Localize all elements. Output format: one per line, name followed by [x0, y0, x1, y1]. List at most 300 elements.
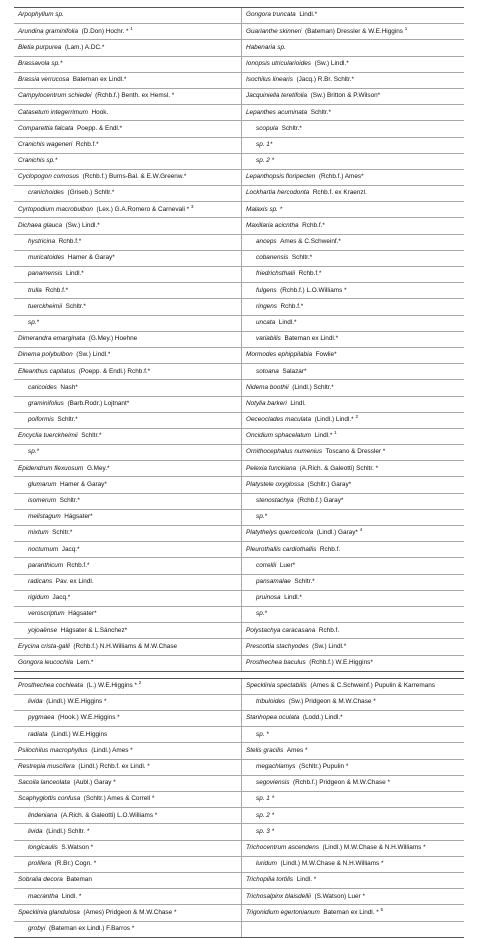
author-citation: (Lodd.) Lindl.* — [302, 714, 343, 722]
author-citation: (Griseb.) Schltr.* — [67, 189, 115, 197]
taxon-name: hystricina — [28, 238, 55, 246]
species-cell-left — [14, 574, 242, 590]
footnote-mark: 2 — [138, 680, 142, 686]
author-citation: (Sw.) Britton & P.Wilson* — [310, 92, 381, 100]
species-cell-right — [242, 461, 465, 477]
species-cell-right — [242, 574, 465, 590]
species-cell-left — [14, 283, 242, 299]
species-cell-left — [14, 299, 242, 315]
author-citation: Rchb.f.* — [45, 286, 69, 294]
author-citation: Rchb.f.* — [302, 221, 325, 229]
taxon-name: scopula — [256, 124, 279, 132]
species-cell-right — [242, 72, 465, 88]
taxon-name: trulla — [28, 286, 42, 294]
species-cell-left — [14, 743, 242, 759]
species-cell-right — [242, 727, 465, 743]
taxon-name: segoviensis — [256, 779, 290, 787]
table-row — [14, 72, 464, 88]
table-row — [14, 759, 464, 775]
taxon-name: Bletia purpurea — [18, 43, 62, 51]
author-citation: Lindl.* — [66, 270, 84, 278]
author-citation: (Rchb.f.) L.O.Williams * — [280, 286, 347, 294]
author-citation: (Sw.) Lindl.* — [314, 59, 349, 67]
table-row — [14, 218, 464, 234]
author-citation: Rchb.f.* — [66, 561, 90, 569]
footnote-mark: 4 — [359, 527, 363, 533]
author-citation: Hamer & Garay* — [59, 480, 107, 488]
taxon-name: Psilochilus macrophyllus — [18, 746, 88, 754]
taxon-name: cobanensis — [256, 254, 289, 262]
author-citation: Lindl. * — [296, 876, 317, 884]
author-citation: Bateman ex Lindl.* — [284, 335, 339, 343]
taxon-name: pygmaea — [28, 714, 55, 722]
taxon-name: Catasetum integerrimum — [18, 108, 88, 116]
author-citation: Bateman ex Lindl.* — [72, 76, 127, 84]
author-citation: (Sw.) Pridgeon & M.W.Chase * — [288, 698, 376, 706]
species-cell-left — [14, 250, 242, 266]
footnote-mark: 5 — [380, 906, 384, 912]
species-cell-left — [14, 267, 242, 283]
taxon-name: melistagum — [28, 513, 61, 521]
taxon-name: nocturnum — [28, 545, 59, 553]
taxon-name: Pelexia funckiana — [246, 464, 297, 472]
taxon-name: Elleanthus capitatus — [18, 367, 76, 375]
species-cell-right — [242, 24, 465, 40]
table-row — [14, 364, 464, 380]
author-citation: (Hook.) W.E.Higgins * — [57, 714, 120, 722]
taxon-name: Stelis gracilis — [246, 746, 284, 754]
taxon-name: sp. 2 * — [256, 157, 275, 165]
author-citation: (Sw.) Lindl.* — [65, 221, 100, 229]
species-cell-right — [242, 558, 465, 574]
species-cell-right — [242, 623, 465, 639]
author-citation: Fowlie* — [315, 351, 337, 359]
species-cell-left — [14, 24, 242, 40]
species-cell-left — [14, 88, 242, 104]
author-citation: (Rchb.f.) Benth. ex Hemsl. * — [95, 92, 175, 100]
author-citation: Hágsater* — [64, 513, 93, 521]
taxon-name: Cranichis wageneri — [18, 140, 73, 148]
footnote-mark: 1 — [334, 430, 337, 436]
species-cell-right — [242, 921, 465, 937]
taxon-name: Trichopilia tortilis — [246, 876, 294, 884]
table-row — [14, 655, 464, 671]
species-cell-left — [14, 72, 242, 88]
author-citation: (Lindl.) Schltr.* — [292, 383, 334, 391]
taxon-name: Trichocentrum ascendens — [246, 843, 320, 851]
author-citation: (G.Mey.) Hoehne — [88, 335, 138, 343]
taxon-name: stenostachya — [256, 497, 294, 505]
table-row — [14, 905, 464, 921]
taxon-name: Jacquiniella teretifolia — [246, 92, 308, 100]
author-citation: Jacq.* — [52, 594, 71, 602]
species-cell-left — [14, 889, 242, 905]
taxon-name: Specklinia glandulosa — [18, 908, 80, 916]
species-cell-left — [14, 526, 242, 542]
species-cell-right — [242, 364, 465, 380]
species-cell-left — [14, 169, 242, 185]
species-cell-right — [242, 678, 465, 694]
author-citation: (Ames) Pridgeon & M.W.Chase * — [83, 908, 177, 916]
species-cell-left — [14, 775, 242, 791]
author-citation: (Lam.) A.DC.* — [64, 43, 105, 51]
table-row — [14, 202, 464, 218]
author-citation: (Lex.) G.A.Romero & Carnevali * — [96, 205, 190, 213]
species-cell-left — [14, 590, 242, 606]
table-row — [14, 428, 464, 444]
author-citation: (Sw.) Lindl.* — [76, 351, 111, 359]
table-row — [14, 921, 464, 937]
author-citation: (A.Rich. & Galeotti) L.O.Williams * — [60, 811, 158, 819]
taxon-name: veroscriptum — [28, 610, 65, 618]
species-cell-right — [242, 250, 465, 266]
author-citation: (Poepp. & Endl.) Rchb.f.* — [78, 367, 151, 375]
taxon-name: grobyi — [28, 924, 46, 932]
species-cell-left — [14, 711, 242, 727]
species-cell-right — [242, 428, 465, 444]
table-row — [14, 606, 464, 622]
species-cell-right — [242, 905, 465, 921]
taxon-name: Ornithocephalus numenius — [246, 448, 323, 456]
species-cell-left — [14, 364, 242, 380]
taxon-name: Dimerandra emarginata — [18, 335, 86, 343]
taxon-name: sp.* — [256, 513, 268, 521]
taxon-name: Cranichis sp.* — [18, 157, 58, 165]
taxon-name: variabilis — [256, 335, 281, 343]
species-cell-right — [242, 315, 465, 331]
author-citation: (Lindl.) Lindl.* — [314, 416, 354, 424]
author-citation: Schltr.* — [81, 432, 102, 440]
table-row — [14, 8, 464, 24]
table-row — [14, 283, 464, 299]
species-cell-right — [242, 808, 465, 824]
species-cell-right — [242, 380, 465, 396]
author-citation: Rchb.f.* — [58, 238, 82, 246]
species-cell-left — [14, 445, 242, 461]
table-row — [14, 872, 464, 888]
author-citation: (Rchb.f.) Ames* — [318, 173, 364, 181]
taxon-name: mixtum — [28, 529, 49, 537]
author-citation: (Lindl.) Schltr. * — [46, 827, 90, 835]
species-cell-right — [242, 477, 465, 493]
species-list-page — [14, 7, 464, 938]
table-row — [14, 623, 464, 639]
table-row — [14, 743, 464, 759]
author-citation: Luer* — [279, 561, 296, 569]
taxon-name: sp. 1 * — [256, 795, 275, 803]
species-cell-left — [14, 840, 242, 856]
table-row — [14, 574, 464, 590]
taxon-name: Platythelys querceticola — [246, 529, 314, 537]
taxon-name: Stanhopea oculata — [246, 714, 300, 722]
table-row — [14, 824, 464, 840]
table-row — [14, 856, 464, 872]
author-citation: Rchb.f.* — [75, 140, 99, 148]
author-citation: (Lindl.) M.W.Chase & N.H.Williams * — [322, 843, 426, 851]
author-citation: (Rchb.f.) W.E.Higgins* — [309, 658, 373, 666]
table-row — [14, 711, 464, 727]
author-citation: (Jacq.) R.Br. Schltr.* — [296, 76, 354, 84]
species-cell-left — [14, 678, 242, 694]
species-cell-left — [14, 153, 242, 169]
species-cell-left — [14, 759, 242, 775]
table-row — [14, 56, 464, 72]
taxon-name: fulgens — [256, 286, 277, 294]
taxon-name: correllii — [256, 561, 277, 569]
taxon-name: prolifera — [28, 860, 52, 868]
author-citation: (A.Rich. & Galeotti) Schltr. * — [299, 464, 379, 472]
species-cell-right — [242, 639, 465, 655]
taxon-name: radicans — [28, 577, 53, 585]
author-citation: Schltr.* — [281, 124, 302, 132]
species-cell-left — [14, 727, 242, 743]
author-citation: Lindl.* — [299, 11, 318, 19]
taxon-name: Lockhartia hercodonta — [246, 189, 310, 197]
author-citation: (R.Br.) Cogn. * — [54, 860, 97, 868]
table-row — [14, 121, 464, 137]
table-row — [14, 153, 464, 169]
table-row — [14, 840, 464, 856]
author-citation: (Schltr.) Ames & Correll * — [83, 795, 155, 803]
author-citation: (L.) W.E.Higgins * — [86, 682, 138, 690]
species-cell-right — [242, 202, 465, 218]
species-cell-right — [242, 856, 465, 872]
taxon-name: Erycina crista-galli — [18, 642, 70, 650]
taxon-name: sp.* — [28, 318, 40, 326]
author-citation: Schltr.* — [291, 254, 313, 262]
author-citation: (Lindl.) Rchb.f. ex Lindl. * — [78, 763, 150, 771]
author-citation: (Lindl.) Garay* — [316, 529, 358, 537]
author-citation: (Lindl.) W.E.Higgins * — [46, 698, 107, 706]
table-row — [14, 88, 464, 104]
species-table-1 — [14, 7, 464, 672]
author-citation: Bateman — [66, 876, 92, 884]
footnote-mark: 1 — [130, 25, 133, 31]
table-row — [14, 558, 464, 574]
taxon-name: paranthicum — [28, 561, 64, 569]
taxon-name: Nidema boothii — [246, 383, 289, 391]
table-row — [14, 331, 464, 347]
taxon-name: livida — [28, 827, 43, 835]
author-citation: Ames * — [286, 746, 308, 754]
author-citation: Lem.* — [76, 658, 94, 666]
species-cell-left — [14, 808, 242, 824]
taxon-name: Prescottia stachyodes — [246, 642, 309, 650]
taxon-name: Dinema polybulbon — [18, 351, 73, 359]
table-row — [14, 250, 464, 266]
table-row — [14, 315, 464, 331]
species-cell-right — [242, 186, 465, 202]
author-citation: Ames & C.Schweinf.* — [280, 238, 341, 246]
author-citation: (Bateman) Dressler & W.E.Higgins — [304, 27, 404, 35]
species-cell-right — [242, 299, 465, 315]
taxon-name: Specklinia spectabilis — [246, 682, 307, 690]
taxon-name: sp. * — [256, 730, 269, 738]
table-row — [14, 24, 464, 40]
species-cell-right — [242, 509, 465, 525]
author-citation: (D.Don) Hochr. * — [81, 27, 129, 35]
taxon-name: Trichosalpinx blaisdellii — [246, 892, 311, 900]
species-cell-left — [14, 412, 242, 428]
taxon-name: Campylocentrum schiedei — [18, 92, 92, 100]
taxon-name: Oeceoclades maculata — [246, 416, 312, 424]
taxon-name: caricoides — [28, 383, 57, 391]
taxon-name: Arundina graminifolia — [18, 27, 79, 35]
species-cell-right — [242, 283, 465, 299]
species-cell-left — [14, 824, 242, 840]
taxon-name: Trigonidium egertonianum — [246, 908, 320, 916]
author-citation: Hágsater & L.Sánchez* — [60, 626, 128, 634]
species-cell-left — [14, 905, 242, 921]
species-cell-right — [242, 105, 465, 121]
species-cell-right — [242, 775, 465, 791]
table-row — [14, 590, 464, 606]
species-cell-right — [242, 694, 465, 710]
taxon-name: Gongora leucochila — [18, 658, 74, 666]
species-cell-left — [14, 623, 242, 639]
table-row — [14, 186, 464, 202]
table-row — [14, 234, 464, 250]
species-cell-left — [14, 380, 242, 396]
species-cell-left — [14, 655, 242, 671]
taxon-name: livida — [28, 698, 43, 706]
species-cell-right — [242, 234, 465, 250]
species-cell-right — [242, 88, 465, 104]
taxon-name: Dichaea glauca — [18, 221, 63, 229]
author-citation: Rchb.f.* — [298, 270, 322, 278]
taxon-name: Habenaria sp. — [246, 43, 286, 51]
taxon-name: Lepanthopsis floripecten — [246, 173, 316, 181]
species-cell-right — [242, 872, 465, 888]
taxon-name: sp.* — [256, 610, 268, 618]
taxon-name: pruinosa — [256, 594, 281, 602]
taxon-name: Oncidium sphacelatum — [246, 432, 312, 440]
table-row — [14, 678, 464, 694]
taxon-name: Epidendrum flexuosum — [18, 464, 84, 472]
species-cell-left — [14, 792, 242, 808]
table-row — [14, 775, 464, 791]
author-citation: Lindl. * — [61, 892, 82, 900]
table-row — [14, 477, 464, 493]
taxon-name: longicaulis — [28, 843, 58, 851]
author-citation: Toscano & Dressler * — [325, 448, 386, 456]
taxon-name: graminifolius — [28, 399, 64, 407]
taxon-name: megachlamys — [256, 763, 296, 771]
species-cell-right — [242, 840, 465, 856]
taxon-name: pansamalae — [256, 577, 291, 585]
taxon-name: Sacoila lanceolata — [18, 779, 70, 787]
species-cell-left — [14, 105, 242, 121]
species-cell-right — [242, 331, 465, 347]
species-cell-right — [242, 347, 465, 363]
taxon-name: anceps — [256, 238, 277, 246]
species-cell-right — [242, 169, 465, 185]
species-cell-right — [242, 493, 465, 509]
author-citation: Lindl.* — [284, 594, 302, 602]
species-cell-left — [14, 428, 242, 444]
species-cell-left — [14, 606, 242, 622]
author-citation: Poepp. & Endl.* — [76, 124, 123, 132]
table-row — [14, 461, 464, 477]
taxon-name: Gongora truncata — [246, 11, 296, 19]
taxon-name: Cyrtopodium macrobulbon — [18, 205, 93, 213]
author-citation: (Aubl.) Garay * — [73, 779, 116, 787]
species-cell-right — [242, 8, 465, 24]
table-row — [14, 639, 464, 655]
species-cell-right — [242, 792, 465, 808]
author-citation: Lindl. — [290, 399, 306, 407]
species-cell-left — [14, 347, 242, 363]
taxon-name: Pleurothallis cardiothallis — [246, 545, 317, 553]
taxon-name: friedrichsthalii — [256, 270, 296, 278]
taxon-name: Scaphyglottis confusa — [18, 795, 81, 803]
taxon-name: tribuloides — [256, 698, 286, 706]
species-cell-left — [14, 218, 242, 234]
taxon-name: rigidum — [28, 594, 49, 602]
species-cell-left — [14, 234, 242, 250]
author-citation: (Ames & C.Schweinf.) Pupulin & Karremans — [310, 682, 435, 690]
species-cell-left — [14, 856, 242, 872]
taxon-name: Prosthechea baculus — [246, 658, 306, 666]
author-citation: G.Mey.* — [86, 464, 110, 472]
table-row — [14, 694, 464, 710]
footnote-mark: 3 — [191, 203, 194, 209]
author-citation: (Schltr.) Garay* — [307, 480, 352, 488]
species-cell-left — [14, 315, 242, 331]
table-row — [14, 137, 464, 153]
author-citation: (Rchb.f.) N.H.Williams & M.W.Chase — [73, 642, 178, 650]
table-row — [14, 808, 464, 824]
taxon-name: tuerckheimii — [28, 302, 63, 310]
author-citation: (Sw.) Lindl.* — [312, 642, 347, 650]
species-cell-left — [14, 694, 242, 710]
species-table-2 — [14, 678, 464, 938]
species-cell-right — [242, 606, 465, 622]
table-row — [14, 299, 464, 315]
taxon-name: Restrepia muscifera — [18, 763, 75, 771]
taxon-name: Notylia barkeri — [246, 399, 287, 407]
taxon-name: sp. 3 * — [256, 827, 275, 835]
taxon-name: Prosthechea cochleata — [18, 682, 84, 690]
taxon-name: Maxillaria acicntha — [246, 221, 299, 229]
species-cell-right — [242, 711, 465, 727]
species-cell-left — [14, 331, 242, 347]
species-cell-left — [14, 921, 242, 937]
taxon-name: ringens — [256, 302, 277, 310]
species-cell-right — [242, 412, 465, 428]
author-citation: Rchb.f. — [318, 626, 340, 634]
species-cell-right — [242, 655, 465, 671]
author-citation: Lindl.* — [278, 318, 297, 326]
author-citation: Salazar* — [282, 367, 307, 375]
taxon-name: Sobralia decora — [18, 876, 63, 884]
table-row — [14, 727, 464, 743]
author-citation: Hágsater* — [68, 610, 97, 618]
author-citation: S.Watson * — [61, 843, 94, 851]
table-row — [14, 380, 464, 396]
species-cell-right — [242, 153, 465, 169]
author-citation: Schltr.* — [59, 497, 80, 505]
species-cell-right — [242, 889, 465, 905]
table-row — [14, 396, 464, 412]
species-cell-right — [242, 542, 465, 558]
species-cell-left — [14, 509, 242, 525]
table-row — [14, 347, 464, 363]
species-cell-left — [14, 186, 242, 202]
table-row — [14, 493, 464, 509]
taxon-name: sp.* — [28, 448, 40, 456]
table-row — [14, 445, 464, 461]
